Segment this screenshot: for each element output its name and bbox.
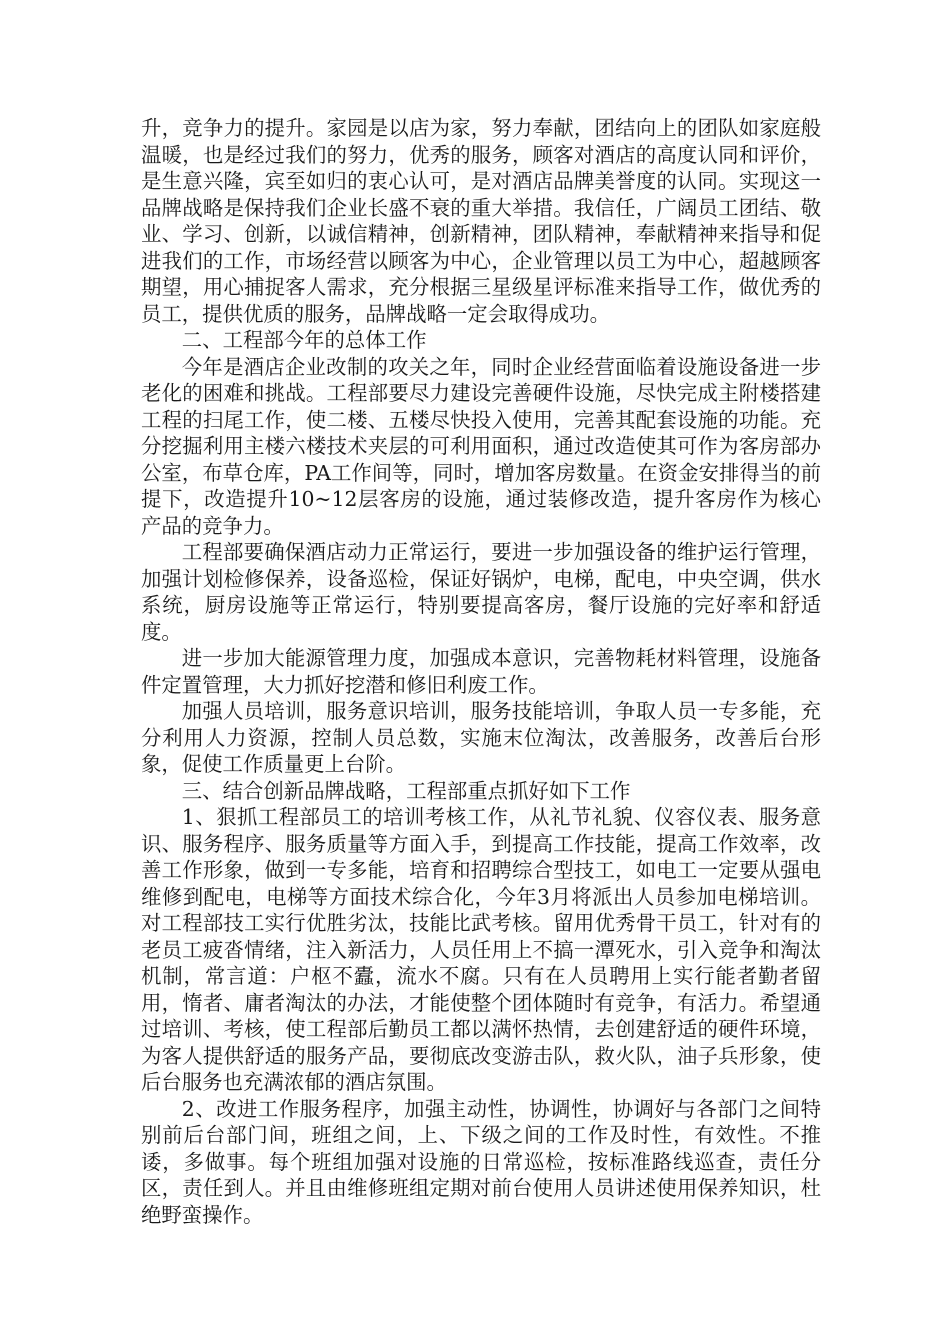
paragraph-staff-training: 加强人员培训，服务意识培训，服务技能培训，争取人员一专多能，充分利用人力资源，控制人员总数，实施末位淘汰，改善服务，改善后台形象，促使工作质量更上台阶。 (141, 699, 821, 776)
paragraph-item-2-service-procedure: 2、改进工作服务程序，加强主动性，协调性，协调好与各部门之间特别前后台部门间，班组之间，上、下级之间的工作及时性，有效性。不推诿，多做事。每个班组加强对设施的日常巡检，按标准路线巡查，责任分区，责任到人。并且由维修班组定期对前台使用人员讲述使用保养知识，杜绝野蛮操作。 (141, 1096, 821, 1227)
paragraph-equipment-operation: 工程部要确保酒店动力正常运行，要进一步加强设备的维护运行管理，加强计划检修保养，设备巡检，保证好锅炉，电梯，配电，中央空调，供水系统，厨房设施等正常运行，特别要提高客房，餐厅设施的完好率和舒适度。 (141, 540, 821, 644)
paragraph-facility-upgrade: 今年是酒店企业改制的攻关之年，同时企业经营面临着设施设备进一步老化的困难和挑战。工程部要尽力建设完善硬件设施，尽快完成主附楼搭建工程的扫尾工作，使二楼、五楼尽快投入使用，完善其配套设施的功能。充分挖掘利用主楼六楼技术夹层的可利用面积，通过改造使其可作为客房部办公室，布草仓库，PA工作间等，同时，增加客房数量。在资金安排得当的前提下，改造提升10~12层客房的设施，通过装修改造，提升客房作为核心产品的竞争力。 (141, 354, 821, 538)
paragraph-item-1-training-assessment: 1、狠抓工程部员工的培训考核工作，从礼节礼貌、仪容仪表、服务意识、服务程序、服务质量等方面入手，到提高工作技能，提高工作效率，改善工作形象，做到一专多能，培育和招聘综合型技工，如电工一定要从强电维修到配电，电梯等方面技术综合化，今年3月将派出人员参加电梯培训。对工程部技工实行优胜劣汰，技能比武考核。留用优秀骨干员工，针对有的老员工疲沓情绪，注入新活力，人员任用上不搞一潭死水，引入竞争和淘汰机制，常言道：户枢不蠹，流水不腐。只有在人员聘用上实行能者勤者留用，惰者、庸者淘汰的办法，才能使整个团体随时有竞争，有活力。希望通过培训、考核，使工程部后勤员工都以满怀热情，去创建舒适的硬件环境，为客人提供舒适的服务产品，要彻底改变游击队，救火队，油子兵形象，使后台服务也充满浓郁的酒店氛围。 (141, 805, 821, 1094)
section-heading-key-work: 三、结合创新品牌战略，工程部重点抓好如下工作 (181, 778, 631, 803)
document-page (141, 115, 821, 1228)
paragraph-energy-management: 进一步加大能源管理力度，加强成本意识，完善物耗材料管理，设施备件定置管理，大力抓好挖潜和修旧利废工作。 (141, 646, 821, 697)
paragraph-brand-strategy: 升，竞争力的提升。家园是以店为家，努力奉献，团结向上的团队如家庭般温暖，也是经过我们的努力，优秀的服务，顾客对酒店的高度认同和评价，是生意兴隆，宾至如归的衷心认可，是对酒店品牌美誉度的认同。实现这一品牌战略是保持我们企业长盛不衰的重大举措。我信任，广阔员工团结、敬业、学习、创新，以诚信精神，创新精神，团队精神，奉献精神来指导和促进我们的工作，市场经营以顾客为中心，企业管理以员工为中心，超越顾客期望，用心捕捉客人需求，充分根据三星级星评标准来指导工作，做优秀的员工，提供优质的服务，品牌战略一定会取得成功。 (141, 116, 821, 326)
section-heading-overall-work: 二、工程部今年的总体工作 (181, 328, 427, 352)
